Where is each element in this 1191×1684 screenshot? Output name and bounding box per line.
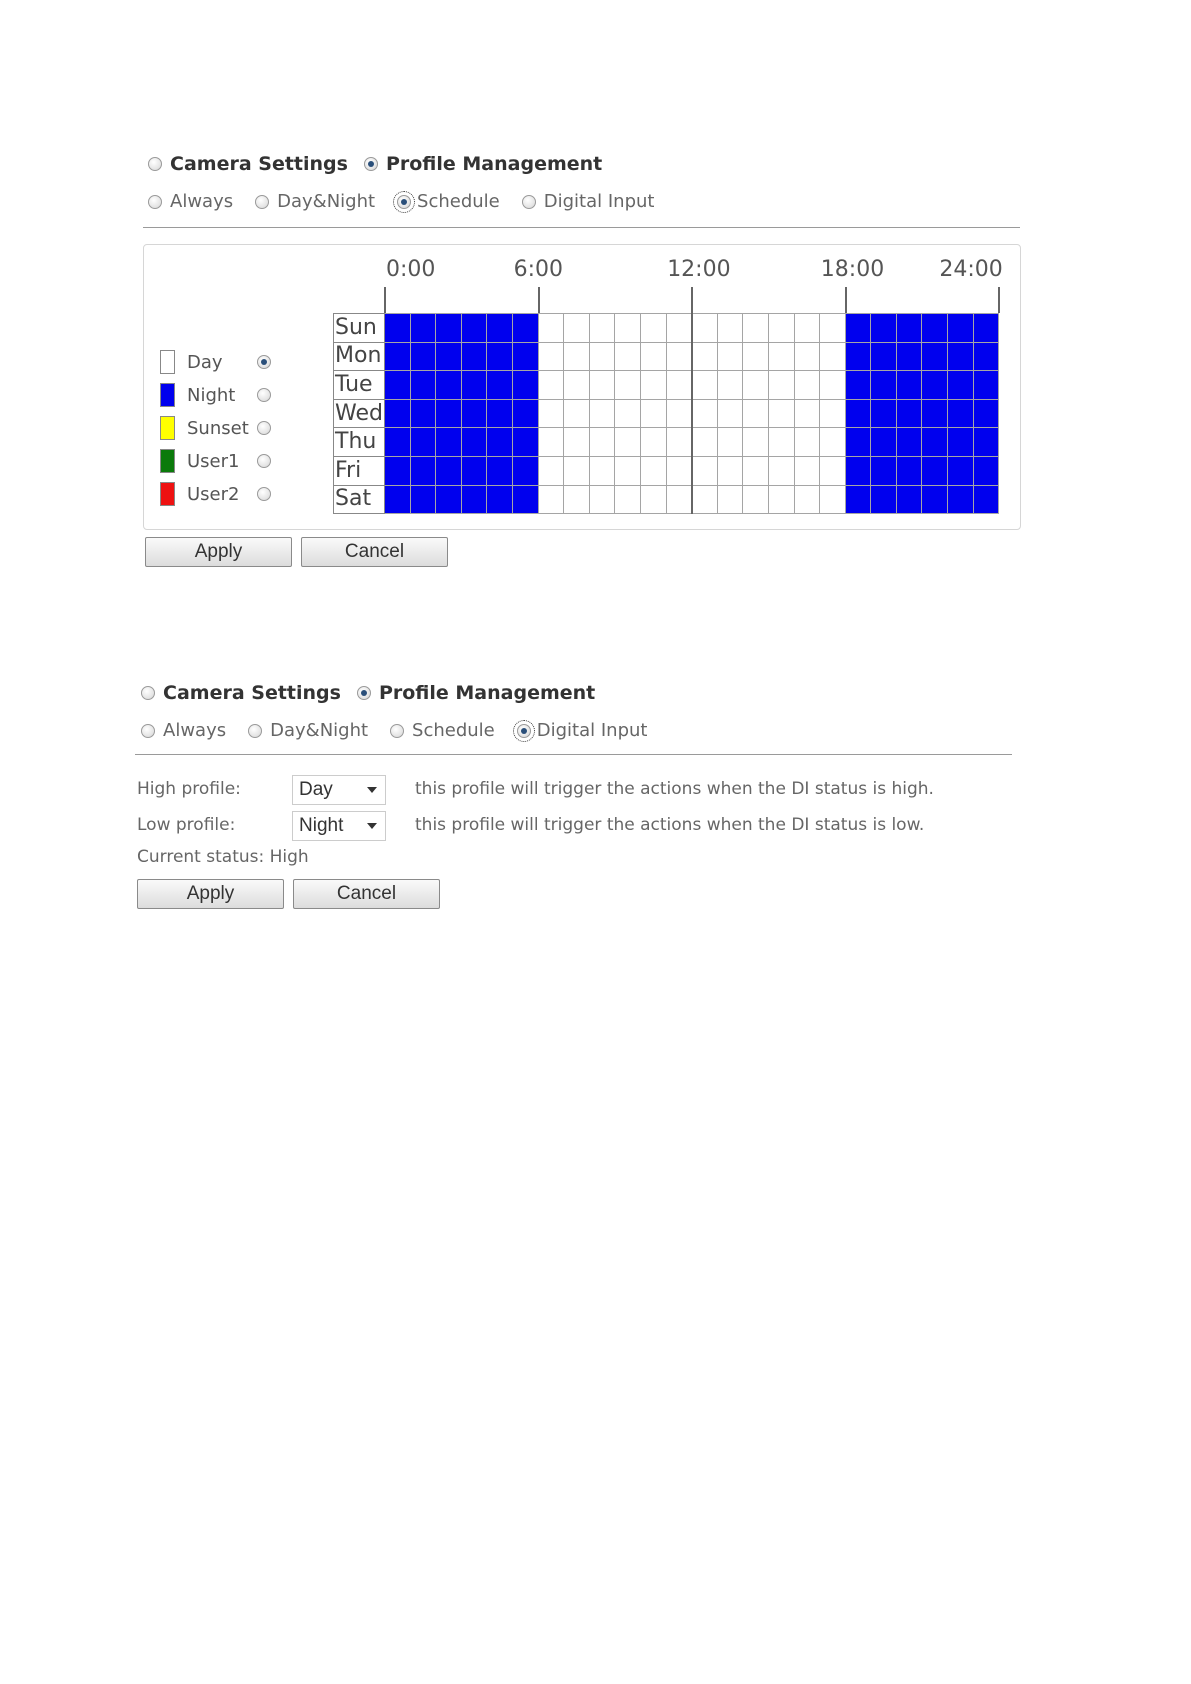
schedule-cell[interactable] xyxy=(717,342,743,371)
subtab-label: Schedule xyxy=(417,191,500,212)
schedule-cell[interactable] xyxy=(973,371,999,400)
main-tabs xyxy=(141,682,611,704)
schedule-cell[interactable] xyxy=(512,314,538,343)
schedule-cell[interactable] xyxy=(871,342,897,371)
schedule-cell[interactable] xyxy=(871,399,897,428)
low-profile-description: this profile will trigger the actions when the DI status is low. xyxy=(415,815,925,835)
schedule-cell[interactable] xyxy=(538,371,564,400)
cancel-button[interactable]: Cancel xyxy=(293,879,440,909)
schedule-cell[interactable] xyxy=(948,342,974,371)
schedule-cell[interactable] xyxy=(385,456,411,485)
schedule-cell[interactable] xyxy=(410,428,436,457)
schedule-cell[interactable] xyxy=(640,428,666,457)
schedule-cell[interactable] xyxy=(692,485,718,514)
schedule-cell[interactable] xyxy=(512,342,538,371)
schedule-cell[interactable] xyxy=(538,342,564,371)
day-label: Sun xyxy=(334,314,385,343)
always-radio[interactable] xyxy=(141,724,155,738)
schedule-cell[interactable] xyxy=(461,371,487,400)
tab-label: Profile Management xyxy=(385,153,603,175)
color-swatch xyxy=(160,350,175,374)
schedule-cell[interactable] xyxy=(922,428,948,457)
low-profile-select[interactable] xyxy=(292,811,386,841)
schedule-radio[interactable] xyxy=(390,724,404,738)
schedule-cell[interactable] xyxy=(666,342,692,371)
schedule-cell[interactable] xyxy=(512,428,538,457)
color-swatch xyxy=(160,383,175,407)
schedule-radio[interactable] xyxy=(397,195,411,209)
schedule-cell[interactable] xyxy=(896,428,922,457)
schedule-cell[interactable] xyxy=(820,314,846,343)
chevron-down-icon xyxy=(367,823,377,829)
schedule-row xyxy=(334,314,999,343)
schedule-cell[interactable] xyxy=(538,314,564,343)
schedule-cell[interactable] xyxy=(922,399,948,428)
subtab-label: Digital Input xyxy=(543,191,655,212)
schedule-cell[interactable] xyxy=(692,371,718,400)
schedule-cell[interactable] xyxy=(589,485,615,514)
schedule-cell[interactable] xyxy=(973,428,999,457)
schedule-cell[interactable] xyxy=(640,456,666,485)
schedule-cell[interactable] xyxy=(845,314,871,343)
schedule-cell[interactable] xyxy=(743,456,769,485)
schedule-cell[interactable] xyxy=(589,456,615,485)
schedule-cell[interactable] xyxy=(436,456,462,485)
subtab-label: Digital Input xyxy=(536,720,648,741)
schedule-row xyxy=(334,485,999,514)
schedule-cell[interactable] xyxy=(564,342,590,371)
schedule-cell[interactable] xyxy=(896,485,922,514)
schedule-cell[interactable] xyxy=(743,371,769,400)
day-label: Fri xyxy=(334,456,385,485)
schedule-cell[interactable] xyxy=(973,399,999,428)
time-tick xyxy=(384,287,386,313)
schedule-cell[interactable] xyxy=(410,399,436,428)
time-tick xyxy=(845,287,847,313)
digital-input-radio[interactable] xyxy=(522,195,536,209)
always-radio[interactable] xyxy=(148,195,162,209)
schedule-cell[interactable] xyxy=(487,314,513,343)
schedule-cell[interactable] xyxy=(564,485,590,514)
schedule-cell[interactable] xyxy=(692,314,718,343)
sub-tabs xyxy=(141,720,663,741)
high-profile-select[interactable] xyxy=(292,775,386,805)
schedule-cell[interactable] xyxy=(385,485,411,514)
schedule-cell[interactable] xyxy=(487,428,513,457)
legend-item-sunset[interactable] xyxy=(160,416,271,440)
day-label: Sat xyxy=(334,485,385,514)
schedule-cell[interactable] xyxy=(461,456,487,485)
schedule-cell[interactable] xyxy=(410,485,436,514)
camera-settings-radio[interactable] xyxy=(148,157,162,171)
schedule-cell[interactable] xyxy=(436,399,462,428)
schedule-cell[interactable] xyxy=(717,485,743,514)
schedule-cell[interactable] xyxy=(640,342,666,371)
schedule-cell[interactable] xyxy=(564,456,590,485)
schedule-cell[interactable] xyxy=(692,456,718,485)
legend-item-day[interactable] xyxy=(160,350,271,374)
schedule-cell[interactable] xyxy=(512,371,538,400)
schedule-cell[interactable] xyxy=(666,485,692,514)
time-tick xyxy=(998,287,1000,313)
profile-management-radio[interactable] xyxy=(364,157,378,171)
time-tick xyxy=(538,287,540,313)
divider xyxy=(143,227,1020,228)
high-profile-value: Day xyxy=(299,779,333,800)
current-status: Current status: High xyxy=(137,847,309,867)
legend-label: User1 xyxy=(187,450,240,472)
cancel-button[interactable]: Cancel xyxy=(301,537,448,567)
schedule-cell[interactable] xyxy=(385,342,411,371)
schedule-cell[interactable] xyxy=(768,371,794,400)
schedule-cell[interactable] xyxy=(564,428,590,457)
schedule-cell[interactable] xyxy=(385,371,411,400)
tab-label: Camera Settings xyxy=(163,682,341,704)
schedule-cell[interactable] xyxy=(615,456,641,485)
schedule-cell[interactable] xyxy=(845,342,871,371)
schedule-cell[interactable] xyxy=(666,314,692,343)
schedule-cell[interactable] xyxy=(615,371,641,400)
day-label: Thu xyxy=(334,428,385,457)
camera-settings-radio[interactable] xyxy=(141,686,155,700)
subtab-digital-input[interactable] xyxy=(517,720,648,741)
schedule-cell[interactable] xyxy=(410,314,436,343)
schedule-cell[interactable] xyxy=(820,399,846,428)
schedule-cell[interactable] xyxy=(794,456,820,485)
schedule-cell[interactable] xyxy=(845,456,871,485)
subtab-day-night[interactable] xyxy=(248,720,368,741)
time-label: 6:00 xyxy=(513,257,563,282)
legend-radio[interactable] xyxy=(257,388,271,402)
schedule-cell[interactable] xyxy=(948,485,974,514)
schedule-row xyxy=(334,371,999,400)
chevron-down-icon xyxy=(367,787,377,793)
schedule-cell[interactable] xyxy=(743,428,769,457)
schedule-cell[interactable] xyxy=(794,371,820,400)
legend-label: Night xyxy=(187,384,236,406)
schedule-cell[interactable] xyxy=(615,485,641,514)
schedule-cell[interactable] xyxy=(768,399,794,428)
subtab-label: Day&Night xyxy=(277,191,376,212)
schedule-cell[interactable] xyxy=(794,314,820,343)
schedule-cell[interactable] xyxy=(794,399,820,428)
schedule-cell[interactable] xyxy=(896,342,922,371)
schedule-cell[interactable] xyxy=(743,342,769,371)
color-swatch xyxy=(160,449,175,473)
schedule-cell[interactable] xyxy=(640,371,666,400)
schedule-cell[interactable] xyxy=(538,399,564,428)
schedule-row xyxy=(334,342,999,371)
day-label: Mon xyxy=(334,342,385,371)
schedule-cell[interactable] xyxy=(820,485,846,514)
schedule-cell[interactable] xyxy=(487,342,513,371)
schedule-cell[interactable] xyxy=(436,485,462,514)
tab-label: Camera Settings xyxy=(170,153,348,175)
schedule-row xyxy=(334,428,999,457)
subtab-label: Schedule xyxy=(412,720,495,741)
divider xyxy=(135,754,1012,755)
schedule-cell[interactable] xyxy=(717,456,743,485)
schedule-cell[interactable] xyxy=(743,399,769,428)
legend-label: User2 xyxy=(187,483,240,505)
low-profile-value: Night xyxy=(299,815,344,836)
schedule-cell[interactable] xyxy=(717,428,743,457)
schedule-cell[interactable] xyxy=(461,428,487,457)
schedule-cell[interactable] xyxy=(538,456,564,485)
schedule-cell[interactable] xyxy=(436,342,462,371)
schedule-cell[interactable] xyxy=(768,485,794,514)
schedule-cell[interactable] xyxy=(794,485,820,514)
schedule-cell[interactable] xyxy=(410,342,436,371)
schedule-cell[interactable] xyxy=(666,428,692,457)
schedule-cell[interactable] xyxy=(461,314,487,343)
legend-item-user2[interactable] xyxy=(160,482,271,506)
schedule-cell[interactable] xyxy=(896,371,922,400)
subtab-always[interactable] xyxy=(148,191,233,212)
schedule-cell[interactable] xyxy=(845,485,871,514)
subtab-always[interactable] xyxy=(141,720,226,741)
schedule-cell[interactable] xyxy=(666,399,692,428)
schedule-cell[interactable] xyxy=(615,314,641,343)
day-night-radio[interactable] xyxy=(255,195,269,209)
day-night-radio[interactable] xyxy=(248,724,262,738)
day-label: Wed xyxy=(334,399,385,428)
schedule-cell[interactable] xyxy=(768,314,794,343)
schedule-cell[interactable] xyxy=(973,456,999,485)
schedule-cell[interactable] xyxy=(564,399,590,428)
schedule-cell[interactable] xyxy=(461,342,487,371)
time-label: 18:00 xyxy=(820,257,885,282)
schedule-cell[interactable] xyxy=(666,371,692,400)
schedule-cell[interactable] xyxy=(743,485,769,514)
day-label: Tue xyxy=(334,371,385,400)
schedule-cell[interactable] xyxy=(410,456,436,485)
tab-camera-settings[interactable] xyxy=(141,682,341,704)
schedule-cell[interactable] xyxy=(922,342,948,371)
profile-management-radio[interactable] xyxy=(357,686,371,700)
schedule-cell[interactable] xyxy=(820,428,846,457)
legend-radio[interactable] xyxy=(257,421,271,435)
schedule-cell[interactable] xyxy=(922,456,948,485)
low-profile-label: Low profile: xyxy=(137,815,236,835)
schedule-cell[interactable] xyxy=(615,342,641,371)
schedule-cell[interactable] xyxy=(589,399,615,428)
legend-label: Sunset xyxy=(187,417,249,439)
schedule-cell[interactable] xyxy=(487,485,513,514)
subtab-label: Always xyxy=(170,191,234,212)
schedule-cell[interactable] xyxy=(871,456,897,485)
schedule-cell[interactable] xyxy=(589,371,615,400)
color-swatch xyxy=(160,482,175,506)
apply-button[interactable]: Apply xyxy=(145,537,292,567)
schedule-cell[interactable] xyxy=(896,456,922,485)
schedule-cell[interactable] xyxy=(589,314,615,343)
sub-tabs xyxy=(148,191,670,212)
schedule-row xyxy=(334,399,999,428)
schedule-cell[interactable] xyxy=(948,456,974,485)
schedule-cell[interactable] xyxy=(385,428,411,457)
legend-radio[interactable] xyxy=(257,487,271,501)
schedule-cell[interactable] xyxy=(973,314,999,343)
schedule-cell[interactable] xyxy=(385,314,411,343)
schedule-cell[interactable] xyxy=(871,485,897,514)
schedule-cell[interactable] xyxy=(615,428,641,457)
schedule-cell[interactable] xyxy=(512,456,538,485)
schedule-cell[interactable] xyxy=(973,342,999,371)
schedule-cell[interactable] xyxy=(589,428,615,457)
schedule-cell[interactable] xyxy=(768,428,794,457)
schedule-cell[interactable] xyxy=(692,399,718,428)
schedule-cell[interactable] xyxy=(717,314,743,343)
schedule-cell[interactable] xyxy=(538,428,564,457)
digital-input-radio[interactable] xyxy=(517,724,531,738)
subtab-label: Always xyxy=(163,720,227,741)
schedule-cell[interactable] xyxy=(820,456,846,485)
schedule-cell[interactable] xyxy=(948,399,974,428)
schedule-cell[interactable] xyxy=(845,428,871,457)
schedule-cell[interactable] xyxy=(948,371,974,400)
time-label: 24:00 xyxy=(939,257,1003,282)
legend-item-user1[interactable] xyxy=(160,449,271,473)
schedule-cell[interactable] xyxy=(487,399,513,428)
schedule-cell[interactable] xyxy=(615,399,641,428)
schedule-cell[interactable] xyxy=(436,314,462,343)
schedule-cell[interactable] xyxy=(487,371,513,400)
schedule-cell[interactable] xyxy=(410,371,436,400)
schedule-cell[interactable] xyxy=(922,314,948,343)
schedule-cell[interactable] xyxy=(896,314,922,343)
schedule-cell[interactable] xyxy=(461,399,487,428)
schedule-cell[interactable] xyxy=(871,371,897,400)
schedule-cell[interactable] xyxy=(768,456,794,485)
tab-profile-management[interactable] xyxy=(364,153,602,175)
schedule-cell[interactable] xyxy=(487,456,513,485)
legend-radio[interactable] xyxy=(257,355,271,369)
time-label: 0:00 xyxy=(386,257,436,282)
schedule-cell[interactable] xyxy=(461,485,487,514)
schedule-cell[interactable] xyxy=(768,342,794,371)
schedule-row xyxy=(334,456,999,485)
subtab-label: Day&Night xyxy=(270,720,369,741)
schedule-cell[interactable] xyxy=(871,314,897,343)
subtab-day-night[interactable] xyxy=(255,191,375,212)
tab-profile-management[interactable] xyxy=(357,682,595,704)
high-profile-description: this profile will trigger the actions when the DI status is high. xyxy=(415,779,934,799)
schedule-cell[interactable] xyxy=(794,428,820,457)
main-tabs xyxy=(148,153,618,175)
schedule-cell[interactable] xyxy=(666,456,692,485)
schedule-cell[interactable] xyxy=(640,485,666,514)
schedule-cell[interactable] xyxy=(692,342,718,371)
schedule-cell[interactable] xyxy=(717,371,743,400)
subtab-digital-input[interactable] xyxy=(522,191,655,212)
time-tick xyxy=(691,287,693,313)
schedule-cell[interactable] xyxy=(692,428,718,457)
schedule-cell[interactable] xyxy=(820,342,846,371)
apply-button[interactable]: Apply xyxy=(137,879,284,909)
schedule-cell[interactable] xyxy=(973,485,999,514)
schedule-cell[interactable] xyxy=(564,371,590,400)
schedule-cell[interactable] xyxy=(743,314,769,343)
schedule-grid[interactable] xyxy=(333,313,999,514)
tab-camera-settings[interactable] xyxy=(148,153,348,175)
legend-label: Day xyxy=(187,351,223,373)
schedule-cell[interactable] xyxy=(794,342,820,371)
schedule-cell[interactable] xyxy=(436,371,462,400)
subtab-schedule[interactable] xyxy=(397,191,500,212)
schedule-cell[interactable] xyxy=(717,399,743,428)
schedule-cell[interactable] xyxy=(896,399,922,428)
schedule-cell[interactable] xyxy=(845,399,871,428)
legend-radio[interactable] xyxy=(257,454,271,468)
tab-label: Profile Management xyxy=(378,682,596,704)
schedule-cell[interactable] xyxy=(640,314,666,343)
schedule-cell[interactable] xyxy=(640,399,666,428)
time-label: 12:00 xyxy=(667,257,731,282)
schedule-cell[interactable] xyxy=(922,485,948,514)
subtab-schedule[interactable] xyxy=(390,720,495,741)
color-swatch xyxy=(160,416,175,440)
schedule-cell[interactable] xyxy=(589,342,615,371)
schedule-cell[interactable] xyxy=(512,399,538,428)
schedule-cell[interactable] xyxy=(538,485,564,514)
schedule-cell[interactable] xyxy=(948,314,974,343)
schedule-cell[interactable] xyxy=(385,399,411,428)
schedule-cell[interactable] xyxy=(564,314,590,343)
schedule-cell[interactable] xyxy=(922,371,948,400)
schedule-cell[interactable] xyxy=(820,371,846,400)
schedule-cell[interactable] xyxy=(845,371,871,400)
schedule-cell[interactable] xyxy=(871,428,897,457)
schedule-cell[interactable] xyxy=(436,428,462,457)
schedule-cell[interactable] xyxy=(512,485,538,514)
legend-item-night[interactable] xyxy=(160,383,271,407)
schedule-cell[interactable] xyxy=(948,428,974,457)
high-profile-label: High profile: xyxy=(137,779,241,799)
